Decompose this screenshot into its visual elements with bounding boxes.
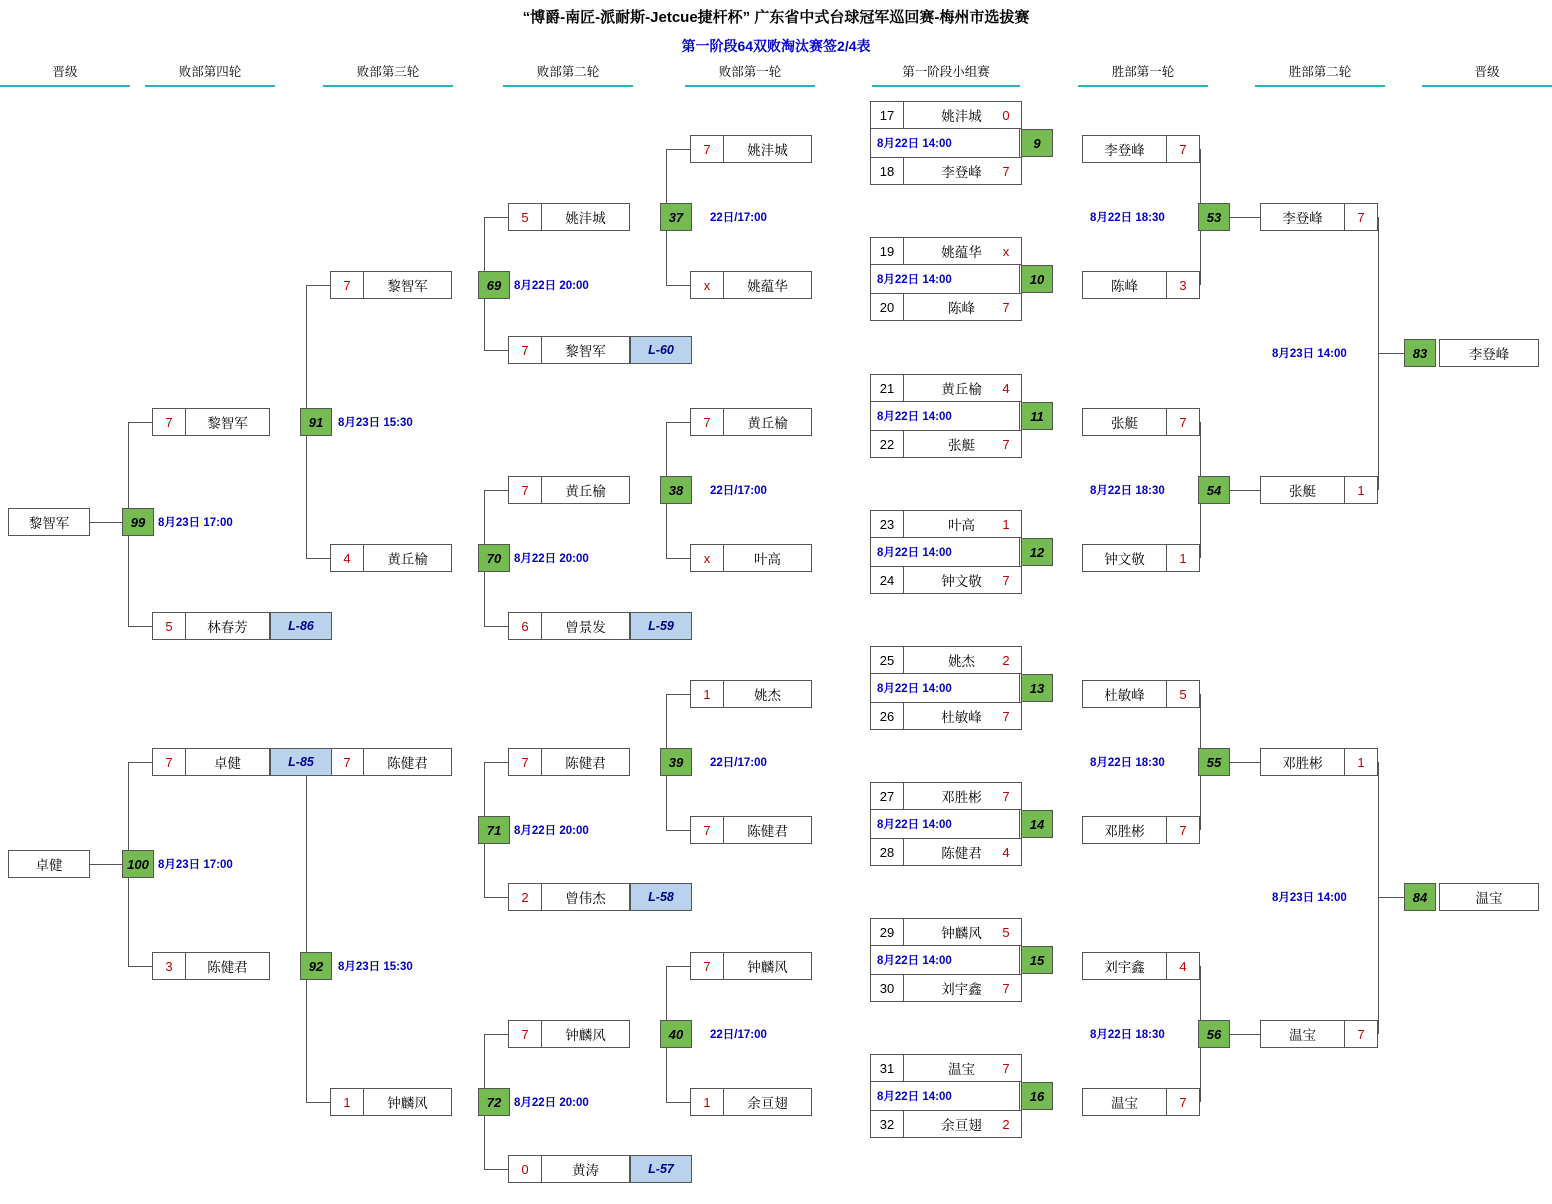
seed-number: 19: [871, 238, 904, 264]
player-name: 钟文敬: [941, 574, 982, 589]
match-time: 8月23日 15:30: [338, 417, 413, 429]
losers-r1-entry[interactable]: [690, 816, 812, 844]
score: 5: [509, 204, 542, 230]
match-time: 8月22日 14:00: [877, 955, 952, 967]
group-match-score[interactable]: [990, 1110, 1022, 1138]
match-time: 8月22日 14:00: [877, 819, 952, 831]
seed-number: 28: [871, 839, 904, 865]
player-name: 曾景发: [565, 620, 606, 635]
player-name: 刘宇鑫: [941, 982, 982, 997]
match-number: 54: [1198, 476, 1230, 504]
player-name: 钟麟风: [387, 1096, 428, 1111]
player-name: 杜敏峰: [1104, 688, 1145, 703]
score: 7: [1166, 817, 1199, 843]
group-match-score[interactable]: [990, 782, 1022, 810]
match-number: 40: [660, 1020, 692, 1048]
bracket-line: [666, 149, 690, 150]
score: 2: [509, 884, 542, 910]
player-name: 李登峰: [1468, 347, 1510, 362]
player-name: 黄丘榆: [941, 382, 982, 397]
score: 7: [1002, 980, 1010, 996]
bracket-line: [484, 350, 508, 351]
score: 1: [691, 681, 724, 707]
losers-r2-entry[interactable]: [508, 612, 630, 640]
match-time: 8月23日 17:00: [158, 859, 233, 871]
qualified-right-entry[interactable]: [1439, 339, 1539, 367]
score: 4: [1166, 953, 1199, 979]
group-match-score[interactable]: [990, 838, 1022, 866]
match-time: 8月22日 18:30: [1090, 485, 1165, 497]
player-name: 钟麟风: [747, 960, 788, 975]
bracket-line: [306, 558, 330, 559]
winners-r1-entry[interactable]: [1082, 680, 1200, 708]
group-match-score[interactable]: [990, 293, 1022, 321]
group-match-info: [870, 538, 1020, 566]
winners-r2-entry[interactable]: [1260, 748, 1378, 776]
bracket-line: [666, 285, 690, 286]
bracket-line: [1378, 897, 1406, 898]
player-name: 钟麟风: [565, 1028, 606, 1043]
bracket-line: [1378, 762, 1379, 1034]
score: 7: [509, 337, 542, 363]
match-number: 100: [122, 850, 154, 878]
losers-r3-entry[interactable]: [330, 544, 452, 572]
match-number: 91: [300, 408, 332, 436]
losers-r1-entry[interactable]: [690, 952, 812, 980]
bracket-line: [666, 966, 690, 967]
match-number: 37: [660, 203, 692, 231]
score: 7: [1002, 436, 1010, 452]
match-number: 83: [1404, 339, 1436, 367]
losers-r3-entry[interactable]: [330, 1088, 452, 1116]
player-name: 温宝: [1475, 891, 1503, 906]
match-time: 8月22日 14:00: [877, 1091, 952, 1103]
player-name: 黎智军: [207, 416, 248, 431]
score: 1: [331, 1089, 364, 1115]
player-name: 张艇: [948, 438, 975, 453]
match-number: 9: [1021, 129, 1053, 157]
match-number: 10: [1021, 265, 1053, 293]
seed-number: 27: [871, 783, 904, 809]
bracket-line: [484, 762, 508, 763]
match-time: 8月22日 14:00: [877, 274, 952, 286]
group-match-info: [870, 402, 1020, 430]
winners-r1-entry[interactable]: [1082, 816, 1200, 844]
seed-number: 17: [871, 102, 904, 128]
group-match-score[interactable]: [990, 702, 1022, 730]
player-name: 卓健: [35, 858, 63, 873]
bracket-line: [128, 422, 152, 423]
score: 7: [1166, 409, 1199, 435]
score: 7: [509, 749, 542, 775]
group-match-score[interactable]: [990, 974, 1022, 1002]
player-name: 陈健君: [387, 756, 428, 771]
column-header-losers-r2: 败部第二轮: [503, 62, 633, 87]
losers-r1-entry[interactable]: [690, 271, 812, 299]
score: 7: [691, 409, 724, 435]
match-number: 15: [1021, 946, 1053, 974]
seed-number: 21: [871, 375, 904, 401]
score: 7: [1166, 136, 1199, 162]
losers-r3-entry[interactable]: [330, 271, 452, 299]
match-time: 8月22日 20:00: [514, 825, 589, 837]
score: 7: [691, 817, 724, 843]
match-time: 8月22日 20:00: [514, 280, 589, 292]
player-name: 卓健: [214, 756, 241, 771]
losers-r4-entry[interactable]: [152, 408, 270, 436]
score: 0: [1002, 107, 1010, 123]
score: 7: [1002, 163, 1010, 179]
player-name: 林春芳: [207, 620, 248, 635]
player-name: 黄丘榆: [565, 484, 606, 499]
losers-r2-entry[interactable]: [508, 336, 630, 364]
score: 7: [1002, 708, 1010, 724]
player-name: 姚杰: [754, 688, 781, 703]
score: 7: [331, 749, 364, 775]
loser-tag: L-59: [630, 612, 692, 640]
player-name: 邓胜彬: [1104, 824, 1145, 839]
score: 3: [153, 953, 186, 979]
group-match-info: [870, 129, 1020, 157]
seed-number: 30: [871, 975, 904, 1001]
player-name: 陈健君: [941, 846, 982, 861]
loser-tag: L-60: [630, 336, 692, 364]
qualified-left-entry[interactable]: [8, 850, 90, 878]
player-name: 邓胜彬: [941, 790, 982, 805]
match-number: 12: [1021, 538, 1053, 566]
group-match-score[interactable]: [990, 374, 1022, 402]
bracket-line: [306, 762, 307, 1102]
player-name: 温宝: [1289, 1028, 1316, 1043]
loser-tag: L-85: [270, 748, 332, 776]
match-number: 56: [1198, 1020, 1230, 1048]
bracket-line: [128, 762, 152, 763]
match-number: 13: [1021, 674, 1053, 702]
match-time: 8月22日 14:00: [877, 411, 952, 423]
score: 7: [1344, 204, 1377, 230]
qualified-right-entry[interactable]: [1439, 883, 1539, 911]
player-name: 陈健君: [747, 824, 788, 839]
player-name: 姚杰: [948, 654, 975, 669]
score: 7: [691, 953, 724, 979]
winners-r1-entry[interactable]: [1082, 135, 1200, 163]
match-time: 8月23日 14:00: [1272, 348, 1347, 360]
match-number: 11: [1021, 402, 1053, 430]
page-title: “博爵-南匠-派耐斯-Jetcue捷杆杯” 广东省中式台球冠军巡回赛-梅州市选拔赛: [522, 9, 1030, 26]
winners-r2-entry[interactable]: [1260, 203, 1378, 231]
score: 5: [153, 613, 186, 639]
match-time: 8月22日 18:30: [1090, 1029, 1165, 1041]
column-header-qualify-right: 晋级: [1422, 62, 1552, 87]
losers-r3-entry[interactable]: [330, 748, 452, 776]
match-time: 8月23日 14:00: [1272, 892, 1347, 904]
match-number: 69: [478, 271, 510, 299]
bracket-line: [484, 897, 508, 898]
score: 7: [153, 749, 186, 775]
losers-r1-entry[interactable]: [690, 408, 812, 436]
seed-number: 32: [871, 1111, 904, 1137]
losers-r2-entry[interactable]: [508, 203, 630, 231]
score: x: [691, 545, 724, 571]
player-name: 陈健君: [565, 756, 606, 771]
seed-number: 31: [871, 1055, 904, 1081]
player-name: 姚沣城: [941, 109, 982, 124]
match-number: 72: [478, 1088, 510, 1116]
score: 4: [331, 545, 364, 571]
losers-r2-entry[interactable]: [508, 883, 630, 911]
score: 7: [509, 477, 542, 503]
score: 7: [1002, 1060, 1010, 1076]
column-header-group-stage: 第一阶段小组赛: [872, 62, 1020, 87]
group-match-score[interactable]: [990, 918, 1022, 946]
match-number: 39: [660, 748, 692, 776]
match-number: 70: [478, 544, 510, 572]
bracket-line: [128, 626, 152, 627]
player-name: 黄丘榆: [747, 416, 788, 431]
bracket-line: [666, 558, 690, 559]
match-number: 92: [300, 952, 332, 980]
score: 7: [1166, 1089, 1199, 1115]
match-time: 8月22日 20:00: [514, 1097, 589, 1109]
match-time: 8月23日 15:30: [338, 961, 413, 973]
score: 7: [1002, 572, 1010, 588]
player-name: 陈健君: [207, 960, 248, 975]
score: x: [691, 272, 724, 298]
score: 4: [1002, 844, 1010, 860]
group-match-info: [870, 265, 1020, 293]
group-match-score[interactable]: [990, 646, 1022, 674]
player-name: 刘宇鑫: [1104, 960, 1145, 975]
match-number: 16: [1021, 1082, 1053, 1110]
score: 7: [331, 272, 364, 298]
match-time: 8月22日 18:30: [1090, 212, 1165, 224]
match-number: 53: [1198, 203, 1230, 231]
losers-r2-entry[interactable]: [508, 748, 630, 776]
loser-tag: L-58: [630, 883, 692, 911]
player-name: 李登峰: [941, 165, 982, 180]
group-match-info: [870, 810, 1020, 838]
losers-r2-entry[interactable]: [508, 1155, 630, 1183]
match-number: 14: [1021, 810, 1053, 838]
losers-r1-entry[interactable]: [690, 135, 812, 163]
column-header-losers-r4: 败部第四轮: [145, 62, 275, 87]
group-match-score[interactable]: [990, 101, 1022, 129]
score: 1: [691, 1089, 724, 1115]
player-name: 温宝: [948, 1062, 975, 1077]
player-name: 姚蕴华: [941, 245, 982, 260]
score: 7: [509, 1021, 542, 1047]
match-number: 84: [1404, 883, 1436, 911]
score: 1: [1166, 545, 1199, 571]
score: 4: [1002, 380, 1010, 396]
group-match-info: [870, 674, 1020, 702]
match-number: 38: [660, 476, 692, 504]
bracket-line: [90, 522, 122, 523]
player-name: 陈峰: [948, 301, 975, 316]
match-number: 99: [122, 508, 154, 536]
column-header-winners-r2: 胜部第二轮: [1255, 62, 1385, 87]
match-time: 8月22日 20:00: [514, 553, 589, 565]
score: 7: [153, 409, 186, 435]
score: x: [1002, 243, 1010, 259]
losers-r4-entry[interactable]: [152, 952, 270, 980]
score: 2: [1002, 652, 1010, 668]
losers-r4-entry[interactable]: [152, 748, 270, 776]
player-name: 温宝: [1111, 1096, 1138, 1111]
losers-r1-entry[interactable]: [690, 680, 812, 708]
seed-number: 20: [871, 294, 904, 320]
match-time: 8月22日 14:00: [877, 683, 952, 695]
score: 7: [1002, 299, 1010, 315]
bracket-line: [128, 966, 152, 967]
match-number: 71: [478, 816, 510, 844]
player-name: 李登峰: [1282, 211, 1323, 226]
bracket-line: [90, 864, 122, 865]
match-time: 8月22日 18:30: [1090, 757, 1165, 769]
player-name: 黎智军: [28, 516, 70, 531]
player-name: 钟文敬: [1104, 552, 1145, 567]
group-match-info: [870, 946, 1020, 974]
player-name: 邓胜彬: [1282, 756, 1323, 771]
seed-number: 24: [871, 567, 904, 593]
page-subtitle: 第一阶段64双败淘汰赛签2/4表: [681, 38, 871, 54]
score: 7: [1002, 788, 1010, 804]
qualified-left-entry[interactable]: [8, 508, 90, 536]
score: 6: [509, 613, 542, 639]
bracket-line: [484, 490, 508, 491]
winners-r2-entry[interactable]: [1260, 476, 1378, 504]
player-name: 杜敏峰: [941, 710, 982, 725]
score: 5: [1166, 681, 1199, 707]
bracket-line: [306, 285, 330, 286]
score: 7: [691, 136, 724, 162]
player-name: 姚沣城: [747, 143, 788, 158]
seed-number: 25: [871, 647, 904, 673]
player-name: 曾伟杰: [565, 891, 606, 906]
bracket-line: [484, 1034, 508, 1035]
losers-r2-entry[interactable]: [508, 476, 630, 504]
group-match-score[interactable]: [990, 566, 1022, 594]
match-number: 55: [1198, 748, 1230, 776]
losers-r1-entry[interactable]: [690, 544, 812, 572]
seed-number: 23: [871, 511, 904, 537]
bracket-line: [484, 217, 508, 218]
player-name: 钟麟风: [941, 926, 982, 941]
bracket-line: [666, 830, 690, 831]
loser-tag: L-86: [270, 612, 332, 640]
column-header-qualify-left: 晋级: [0, 62, 130, 87]
winners-r1-entry[interactable]: [1082, 544, 1200, 572]
player-name: 黄涛: [572, 1163, 599, 1178]
seed-number: 29: [871, 919, 904, 945]
winners-r1-entry[interactable]: [1082, 1088, 1200, 1116]
group-match-score[interactable]: [990, 157, 1022, 185]
winners-r1-entry[interactable]: [1082, 271, 1200, 299]
score: 1: [1344, 477, 1377, 503]
winners-r1-entry[interactable]: [1082, 952, 1200, 980]
losers-r1-entry[interactable]: [690, 1088, 812, 1116]
player-name: 李登峰: [1104, 143, 1145, 158]
match-time: 22日/17:00: [710, 1029, 767, 1041]
player-name: 陈峰: [1111, 279, 1138, 294]
player-name: 叶高: [948, 518, 975, 533]
player-name: 姚沣城: [565, 211, 606, 226]
match-time: 22日/17:00: [710, 212, 767, 224]
column-header-winners-r1: 胜部第一轮: [1078, 62, 1208, 87]
match-time: 8月22日 14:00: [877, 138, 952, 150]
bracket-line: [484, 626, 508, 627]
winners-r2-entry[interactable]: [1260, 1020, 1378, 1048]
bracket-line: [484, 1169, 508, 1170]
score: 5: [1002, 924, 1010, 940]
seed-number: 26: [871, 703, 904, 729]
match-time: 8月23日 17:00: [158, 517, 233, 529]
player-name: 黄丘榆: [387, 552, 428, 567]
bracket-line: [666, 1102, 690, 1103]
score: 0: [509, 1156, 542, 1182]
player-name: 叶高: [754, 552, 781, 567]
loser-tag: L-57: [630, 1155, 692, 1183]
score: 7: [1344, 1021, 1377, 1047]
score: 3: [1166, 272, 1199, 298]
group-match-score[interactable]: [990, 237, 1022, 265]
score: 1: [1002, 516, 1010, 532]
bracket-line: [1378, 353, 1406, 354]
group-match-score[interactable]: [990, 510, 1022, 538]
column-header-losers-r3: 败部第三轮: [323, 62, 453, 87]
seed-number: 18: [871, 158, 904, 184]
player-name: 余亘翅: [941, 1118, 982, 1133]
player-name: 张艇: [1111, 416, 1138, 431]
losers-r4-entry[interactable]: [152, 612, 270, 640]
bracket-line: [666, 694, 690, 695]
group-match-score[interactable]: [990, 1054, 1022, 1082]
bracket-line: [666, 422, 690, 423]
match-time: 8月22日 14:00: [877, 547, 952, 559]
column-header-losers-r1: 败部第一轮: [685, 62, 815, 87]
score: 2: [1002, 1116, 1010, 1132]
player-name: 黎智军: [565, 344, 606, 359]
player-name: 姚蕴华: [747, 279, 788, 294]
score: 1: [1344, 749, 1377, 775]
seed-number: 22: [871, 431, 904, 457]
match-time: 22日/17:00: [710, 757, 767, 769]
group-match-info: [870, 1082, 1020, 1110]
player-name: 余亘翅: [747, 1096, 788, 1111]
losers-r2-entry[interactable]: [508, 1020, 630, 1048]
group-match-score[interactable]: [990, 430, 1022, 458]
match-time: 22日/17:00: [710, 485, 767, 497]
winners-r1-entry[interactable]: [1082, 408, 1200, 436]
player-name: 黎智军: [387, 279, 428, 294]
bracket-line: [306, 1102, 330, 1103]
player-name: 张艇: [1289, 484, 1316, 499]
